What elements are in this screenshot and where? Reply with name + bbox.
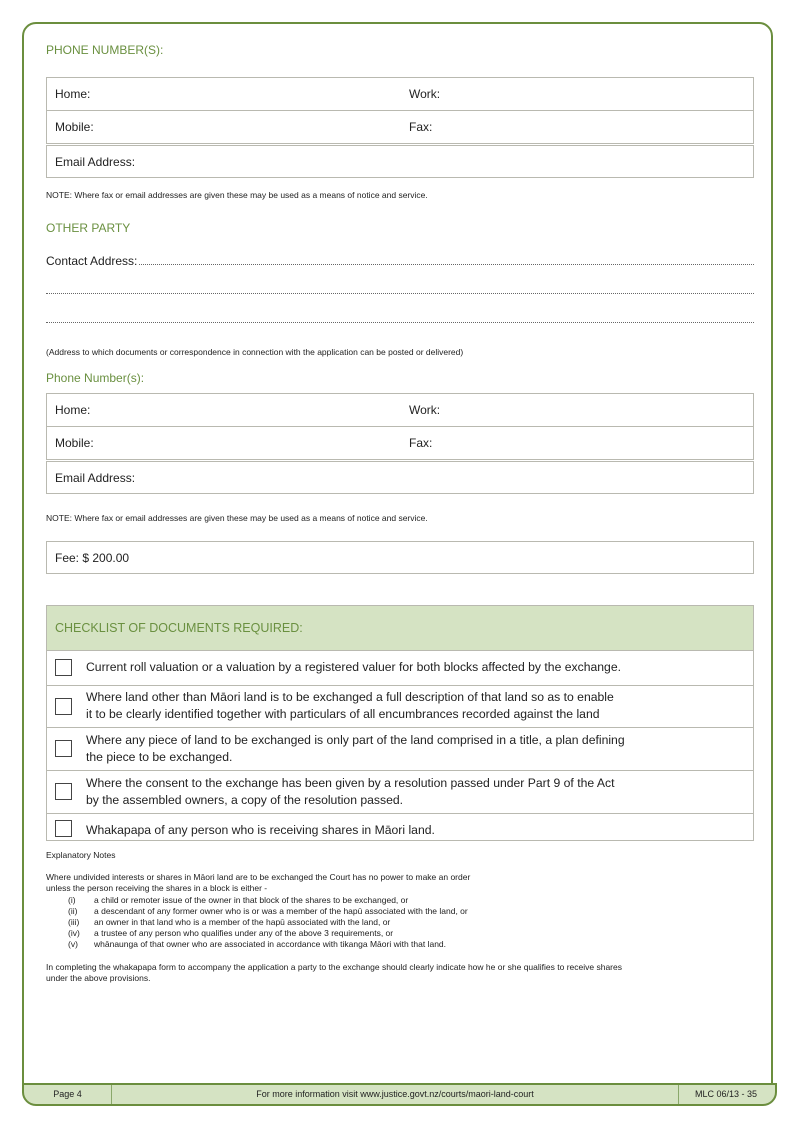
phone-row [47, 427, 753, 459]
explanatory-text: Where undivided interests or shares in Māori land are to be exchanged the Court has no power to make an order [46, 872, 471, 883]
explanatory-text: unless the person receiving the shares in a block is either - [46, 883, 268, 894]
explanatory-heading: Explanatory Notes [46, 850, 116, 860]
checklist-text: the piece to be exchanged. [86, 750, 233, 764]
other-email-box [46, 461, 754, 494]
checklist-item [47, 651, 753, 686]
work-field[interactable]: Work: [409, 87, 441, 101]
checklist-item [47, 814, 753, 847]
page-footer [22, 1083, 777, 1106]
phone-heading: PHONE NUMBER(S): [46, 43, 164, 57]
address-note: (Address to which documents or correspondence in connection with the application can be posted or delivered) [46, 347, 464, 357]
list-item: (iv) a trustee of any person who qualifies under any of the above 3 requirements, or [68, 928, 394, 939]
email-box [46, 145, 754, 178]
mobile-field[interactable]: Mobile: [55, 436, 94, 450]
fax-field[interactable]: Fax: [409, 436, 433, 450]
footer-info: For more information visit www.justice.govt.nz/courts/maori-land-court [256, 1089, 534, 1099]
phone-row [47, 78, 753, 111]
checklist-item [47, 728, 753, 771]
checklist-text: Current roll valuation or a valuation by a registered valuer for both blocks affected by the exchange. [86, 660, 621, 674]
checkbox[interactable] [55, 783, 72, 800]
explanatory-text: In completing the whakapapa form to accompany the application a party to the exchange should clearly indicate how he or she qualifies to receive shares [46, 961, 622, 972]
work-field[interactable]: Work: [409, 403, 441, 417]
checklist-text: by the assembled owners, a copy of the resolution passed. [86, 793, 404, 807]
phone-table [46, 77, 754, 144]
other-phone-table [46, 393, 754, 460]
checkbox[interactable] [55, 740, 72, 757]
home-field[interactable]: Home: [55, 403, 91, 417]
fee-box [46, 541, 754, 574]
checklist-text: it to be clearly identified together with particulars of all encumbrances recorded against the land [86, 707, 600, 721]
form-code: MLC 06/13 - 35 [694, 1089, 758, 1099]
explanatory-notes [46, 850, 622, 984]
page-number: Page 4 [53, 1089, 82, 1099]
contact-address-line[interactable] [46, 264, 754, 265]
contact-address-line[interactable] [46, 293, 754, 294]
checklist-text: Whakapapa of any person who is receiving shares in Māori land. [86, 823, 435, 837]
other-phone-heading: Phone Number(s): [46, 371, 145, 385]
checklist-header [47, 606, 753, 651]
phone-row [47, 394, 753, 427]
fee-text: Fee: $ 200.00 [55, 551, 130, 565]
checkbox[interactable] [55, 698, 72, 715]
explanatory-text: under the above provisions. [46, 972, 151, 983]
fax-field[interactable]: Fax: [409, 120, 433, 134]
checklist-text: Where any piece of land to be exchanged is only part of the land comprised in a title, a plan defining [86, 733, 625, 747]
list-item: (i) a child or remoter issue of the owner in that block of the shares to be exchanged, or [68, 894, 409, 905]
other-party-heading: OTHER PARTY [46, 221, 131, 235]
phone-row [47, 111, 753, 143]
list-item: (v) whānaunga of that owner who are associated in accordance with tikanga Māori with that land. [68, 939, 447, 950]
mobile-field[interactable]: Mobile: [55, 120, 94, 134]
checkbox[interactable] [55, 820, 72, 837]
email-field[interactable]: Email Address: [55, 471, 136, 485]
note-text: NOTE: Where fax or email addresses are given these may be used as a means of notice and service. [46, 190, 428, 200]
email-field[interactable]: Email Address: [55, 155, 136, 169]
home-field[interactable]: Home: [55, 87, 91, 101]
contact-address-line[interactable] [46, 322, 754, 323]
note-text: NOTE: Where fax or email addresses are given these may be used as a means of notice and service. [46, 513, 428, 523]
checklist-item [47, 771, 753, 814]
contact-address-label: Contact Address: [46, 254, 138, 268]
checklist-text: Where the consent to the exchange has been given by a resolution passed under Part 9 of the Act [86, 776, 615, 790]
list-item: (ii) a descendant of any former owner who is or was a member of the hapū associated with the land, or [68, 905, 468, 916]
checklist [46, 605, 754, 841]
checklist-heading: CHECKLIST OF DOCUMENTS REQUIRED: [55, 621, 303, 635]
list-item: (iii) an owner in that land who is a member of the hapū associated with the land, or [68, 916, 391, 927]
checklist-text: Where land other than Māori land is to be exchanged a full description of that land so as to enable [86, 690, 614, 704]
checkbox[interactable] [55, 659, 72, 676]
checklist-item [47, 686, 753, 728]
